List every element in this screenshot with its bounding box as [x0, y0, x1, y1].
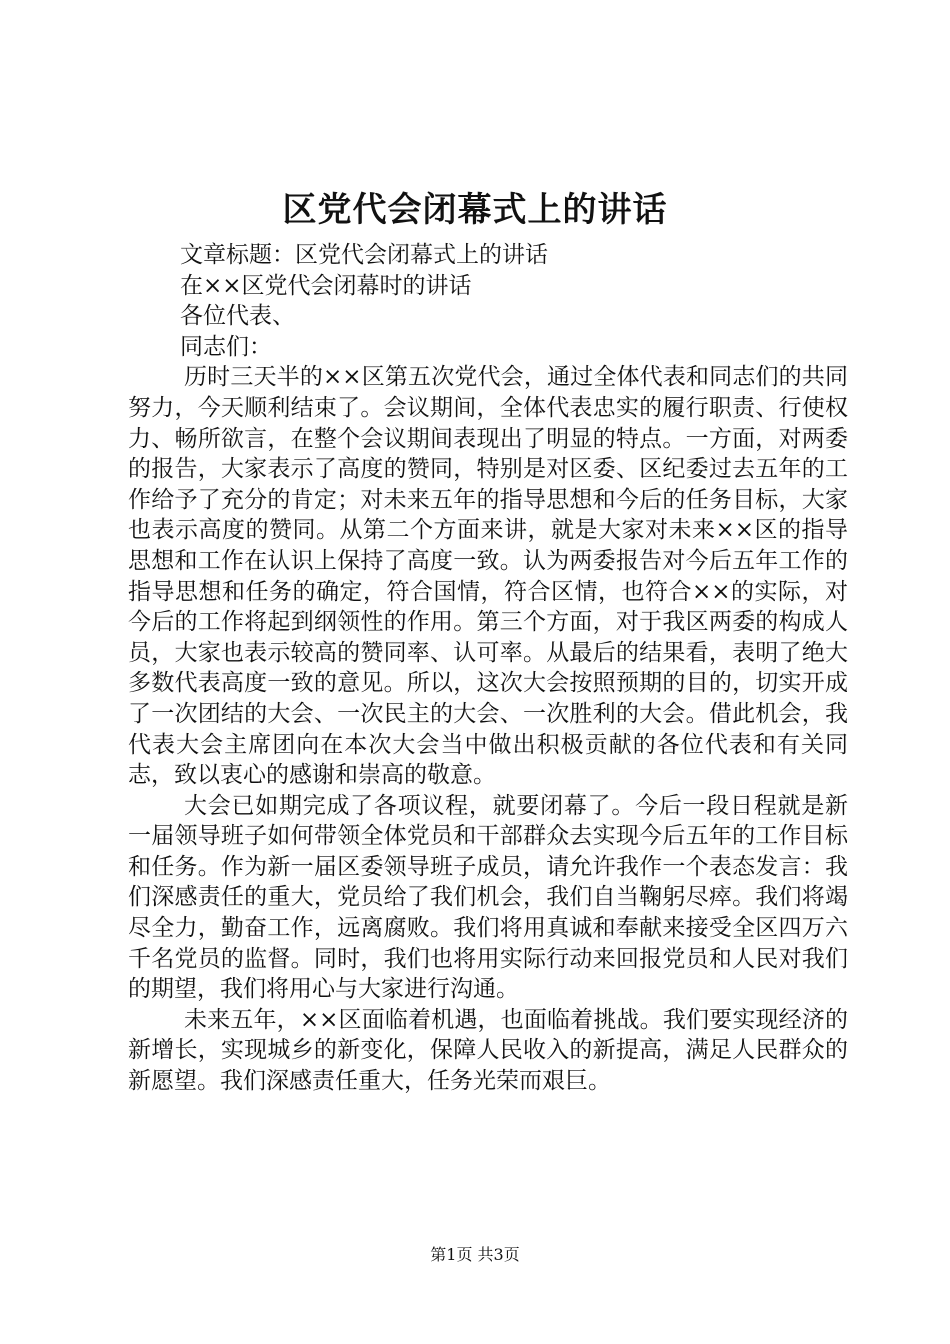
- article-title-line: 文章标题：区党代会闭幕式上的讲话: [180, 242, 548, 268]
- document-body: [128, 240, 848, 1097]
- page-number-footer: 第1页 共3页: [430, 1245, 520, 1264]
- speech-subtitle-line: 在××区党代会闭幕时的讲话: [180, 272, 472, 299]
- salutation-line-1: 各位代表、: [180, 303, 295, 330]
- paragraph-1: 历时三天半的××区第五次党代会，通过全体代表和同志们的共同努力，今天顺利结束了。会议期间，全体代表忠实的履行职责、行使权力、畅所欲言，在整个会议期间表现出了明显的特点。一方面，对两委的报告，大家表示了高度的赞同，特别是对区委、区纪委过去五年的工作给予了充分的肯定；对未来五年的指导思想和今后的任务目标，大家也表示高度的赞同。从第二个方面来讲，就是大家对未来××区的指导思想和工作在认识上保持了高度一致。认为两委报告对今后五年工作的指导思想和任务的确定，符合国情，符合区情，也符合××的实际，对今后的工作将起到纲领性的作用。第三个方面，对于我区两委的构成人员，大家也表示较高的赞同率、认可率。从最后的结果看，表明了绝大多数代表高度一致的意见。所以，这次大会按照预期的目的，切实开成了一次团结的大会、一次民主的大会、一次胜利的大会。借此机会，我代表大会主席团向在本次大会当中做出积极贡献的各位代表和有关同志，致以衷心的感谢和崇高的敬意。: [128, 364, 848, 789]
- document-title: 区党代会闭幕式上的讲话: [282, 190, 668, 230]
- paragraph-2: 大会已如期完成了各项议程，就要闭幕了。今后一段日程就是新一届领导班子如何带领全体党员和干部群众去实现今后五年的工作目标和任务。作为新一届区委领导班子成员，请允许我作一个表态发言：我们深感责任的重大，党员给了我们机会，我们自当鞠躬尽瘁。我们将竭尽全力，勤奋工作，远离腐败。我们将用真诚和奉献来接受全区四万六千名党员的监督。同时，我们也将用实际行动来回报党员和人民对我们的期望，我们将用心与大家进行沟通。: [128, 792, 848, 1003]
- salutation-line-2: 同志们：: [180, 333, 272, 360]
- paragraph-3: 未来五年，××区面临着机遇，也面临着挑战。我们要实现经济的新增长，实现城乡的新变化，保障人民收入的新提高，满足人民群众的新愿望。我们深感责任重大，任务光荣而艰巨。: [128, 1006, 848, 1095]
